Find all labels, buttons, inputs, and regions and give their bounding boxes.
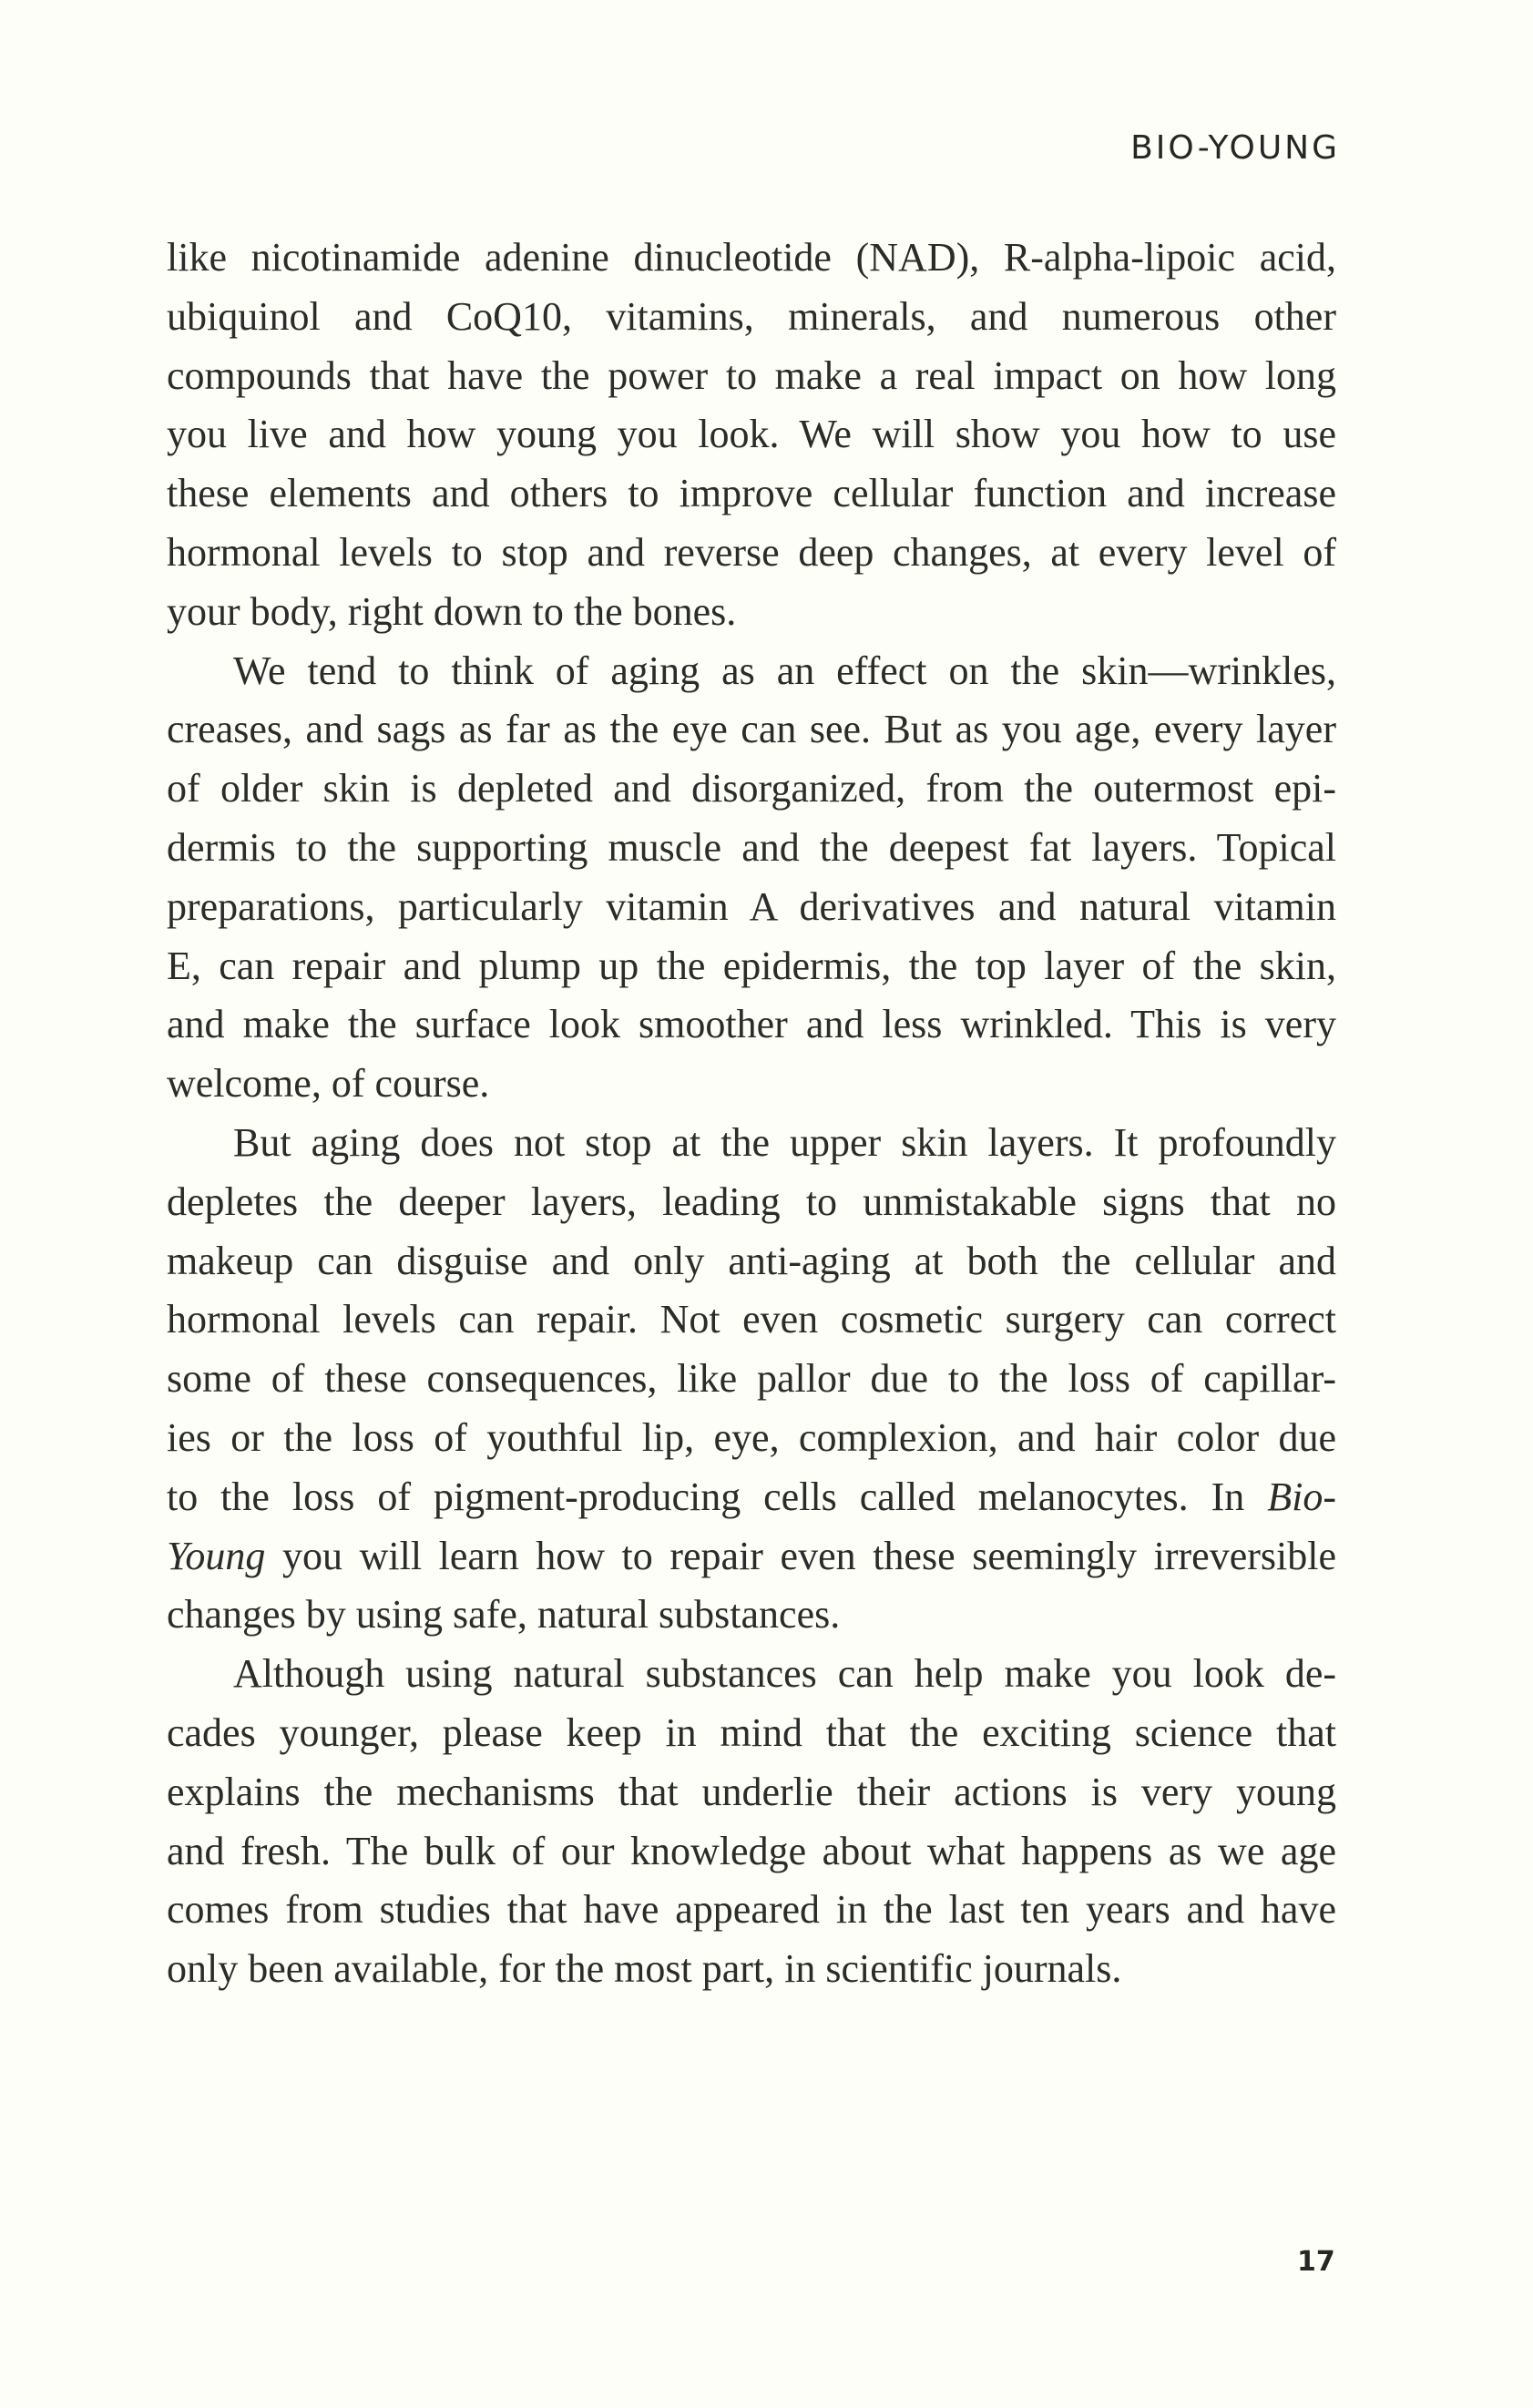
book-title-italic: Bio-	[1267, 1474, 1336, 1519]
paragraph-1	[167, 229, 1336, 642]
page-number: 17	[1297, 2246, 1335, 2278]
text-line: of older skin is depleted and disorganized, from the outermost epi-	[167, 766, 1336, 811]
text-line: your body, right down to the bones.	[167, 588, 737, 634]
text-line: makeup can disguise and only anti-aging at both the cellular and	[167, 1238, 1336, 1283]
text-line: E, can repair and plump up the epidermis, the top layer of the skin,	[167, 943, 1336, 988]
text-line: you live and how young you look. We will show you how to use	[167, 412, 1336, 457]
text-line: cades younger, please keep in mind that the exciting science that	[167, 1709, 1336, 1755]
text-line: comes from studies that have appeared in the last ten years and have	[167, 1887, 1336, 1933]
paragraph-4	[167, 1645, 1336, 1999]
paragraph-3	[167, 1114, 1336, 1645]
body-text	[167, 229, 1336, 1999]
book-title-italic: Young	[167, 1533, 266, 1578]
text-line: Although using natural substances can help make you look de-	[233, 1651, 1336, 1697]
text-line: welcome, of course.	[167, 1061, 490, 1107]
text-line: hormonal levels can repair. Not even cosmetic surgery can correct	[167, 1297, 1336, 1342]
text-line: We tend to think of aging as an effect on the skin—wrinkles,	[233, 648, 1336, 693]
text-line: ubiquinol and CoQ10, vitamins, minerals, and numerous other	[167, 293, 1336, 339]
text-line: and make the surface look smoother and less wrinkled. This is very	[167, 1002, 1336, 1047]
text-line: and fresh. The bulk of our knowledge about what happens as we age	[167, 1828, 1336, 1873]
running-header-title: BIO-YOUNG	[1130, 129, 1340, 167]
line-text: you will learn how to repair even these seemingly irreversible	[282, 1533, 1336, 1578]
text-line: dermis to the supporting muscle and the deepest fat layers. Topical	[167, 824, 1336, 870]
line-text: to the loss of pigment-producing cells called melanocytes. In	[167, 1474, 1268, 1519]
text-line: But aging does not stop at the upper skin layers. It profoundly	[233, 1119, 1336, 1165]
text-line: ies or the loss of youthful lip, eye, complexion, and hair color due	[167, 1414, 1336, 1460]
text-line: preparations, particularly vitamin A derivatives and natural vitamin	[167, 883, 1336, 929]
text-line: depletes the deeper layers, leading to unmistakable signs that no	[167, 1178, 1336, 1224]
text-line: only been available, for the most part, in scientific journals.	[167, 1946, 1122, 1992]
text-line	[167, 1527, 1336, 1587]
text-line: these elements and others to improve cellular function and increase	[167, 471, 1336, 516]
text-line: changes by using safe, natural substances.	[167, 1592, 841, 1638]
text-line: some of these consequences, like pallor due to the loss of capillar-	[167, 1356, 1336, 1402]
text-line	[167, 1468, 1336, 1527]
text-line: like nicotinamide adenine dinucleotide (NAD), R-alpha-lipoic acid,	[167, 235, 1336, 280]
text-line: explains the mechanisms that underlie their actions is very young	[167, 1769, 1336, 1814]
paragraph-2	[167, 642, 1336, 1114]
text-line: compounds that have the power to make a real impact on how long	[167, 352, 1336, 398]
text-line: creases, and sags as far as the eye can see. But as you age, every layer	[167, 707, 1336, 752]
text-line: hormonal levels to stop and reverse deep changes, at every level of	[167, 529, 1336, 575]
